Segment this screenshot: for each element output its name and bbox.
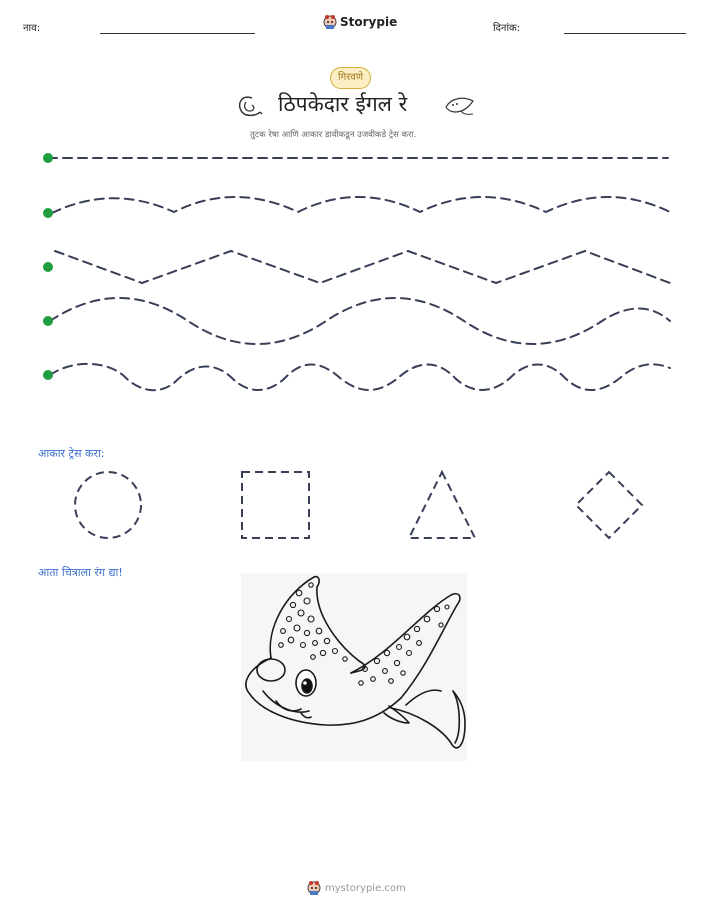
start-dot (43, 262, 53, 272)
trace-line-sine-wave (50, 298, 670, 344)
brand-name: Storypie (340, 15, 398, 29)
trace-shape-diamond (576, 472, 642, 538)
storypie-logo-icon (323, 14, 337, 30)
trace-line-zigzag (55, 251, 670, 283)
trace-shape-triangle (409, 472, 475, 538)
start-dot (43, 153, 53, 163)
footer-site-link[interactable]: mystorypie.com (325, 882, 406, 894)
tracing-lines (0, 140, 709, 400)
footer (307, 880, 406, 896)
start-dot (43, 208, 53, 218)
name-label: नाव: (23, 23, 41, 34)
trace-shape-square (242, 472, 309, 538)
date-label: दिनांक: (493, 23, 521, 34)
shell-icon (234, 92, 264, 120)
trace-shape-circle (75, 472, 141, 538)
category-badge: गिरवणे (330, 67, 371, 89)
trace-line-bump-wave (50, 364, 670, 390)
brand-logo (323, 14, 397, 30)
storypie-logo-icon (307, 880, 321, 896)
instruction-text: तुटक रेषा आणि आकार डावीकडून उजवीकडे ट्रेस करा. (250, 130, 417, 140)
trace-shapes (0, 460, 709, 550)
coloring-label: आता चित्राला रंग द्या! (38, 566, 123, 579)
start-dot (43, 370, 53, 380)
trace-shapes-label: आकार ट्रेस करा: (38, 447, 105, 460)
start-dot (43, 316, 53, 326)
page-title: ठिपकेदार ईगल रे (278, 92, 408, 116)
eagle-ray-coloring-image (241, 573, 467, 761)
date-field-line[interactable] (564, 33, 686, 34)
name-field-line[interactable] (100, 33, 255, 34)
stingray-icon (443, 95, 477, 117)
trace-line-arch-wave (52, 197, 670, 213)
